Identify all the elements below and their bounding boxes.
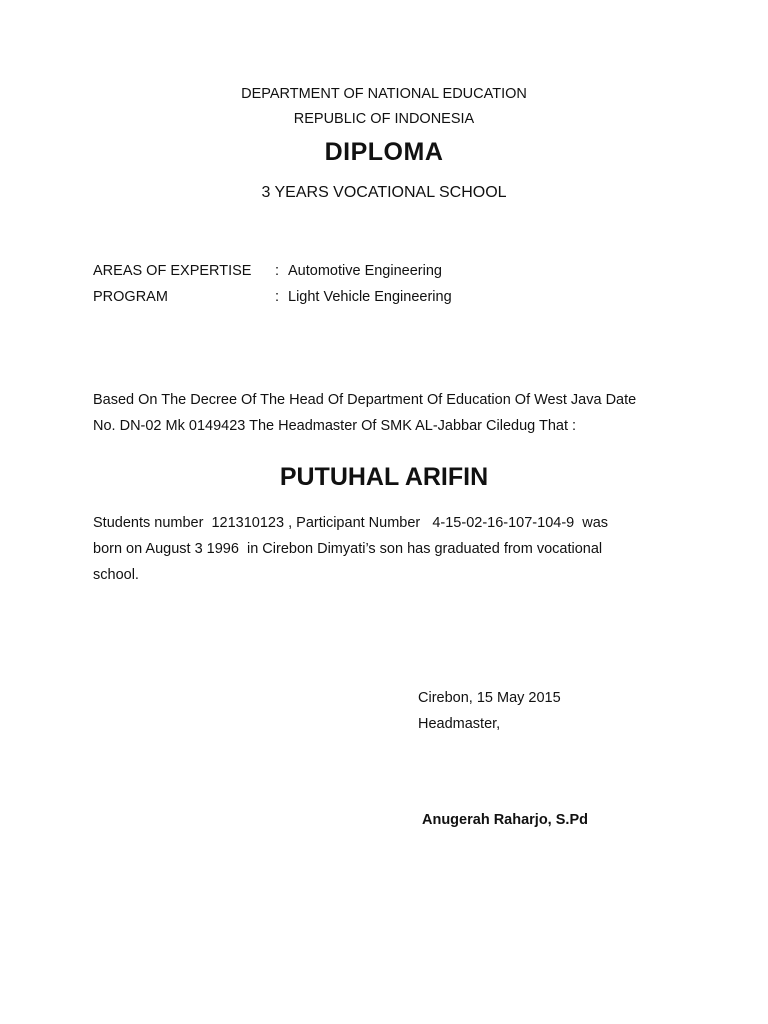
- graduation-paragraph: [93, 510, 693, 588]
- country-heading: REPUBLIC OF INDONESIA: [293, 111, 475, 127]
- signature-block: [418, 685, 561, 737]
- department-heading: DEPARTMENT OF NATIONAL EDUCATION: [241, 86, 527, 102]
- program-label: PROGRAM: [93, 289, 168, 305]
- graduation-line-3: school.: [93, 567, 139, 583]
- expertise-value: Automotive Engineering: [288, 263, 442, 279]
- expertise-colon: :: [275, 263, 280, 279]
- school-type-subtitle: 3 YEARS VOCATIONAL SCHOOL: [261, 184, 507, 201]
- program-colon: :: [275, 289, 280, 305]
- expertise-label: AREAS OF EXPERTISE: [93, 263, 252, 279]
- program-value: Light Vehicle Engineering: [288, 289, 452, 305]
- signatory-name: Anugerah Raharjo, S.Pd: [422, 812, 588, 828]
- document-title: DIPLOMA: [324, 138, 444, 166]
- graduation-line-2: born on August 3 1996 in Cirebon Dimyati’s son has graduated from vocational: [93, 541, 603, 557]
- graduation-line-1: Students number 121310123 , Participant Number 4-15-02-16-107-104-9 was: [93, 515, 609, 531]
- place-date: Cirebon, 15 May 2015: [418, 690, 561, 706]
- signatory-role: Headmaster,: [418, 716, 501, 732]
- decree-line-2: No. DN-02 Mk 0149423 The Headmaster Of SMK AL-Jabbar Ciledug That :: [93, 418, 577, 434]
- expertise-row: [93, 263, 593, 283]
- student-name: PUTUHAL ARIFIN: [279, 463, 489, 491]
- decree-line-1: Based On The Decree Of The Head Of Department Of Education Of West Java Date: [93, 392, 637, 408]
- decree-paragraph: [93, 387, 693, 439]
- program-row: [93, 289, 593, 309]
